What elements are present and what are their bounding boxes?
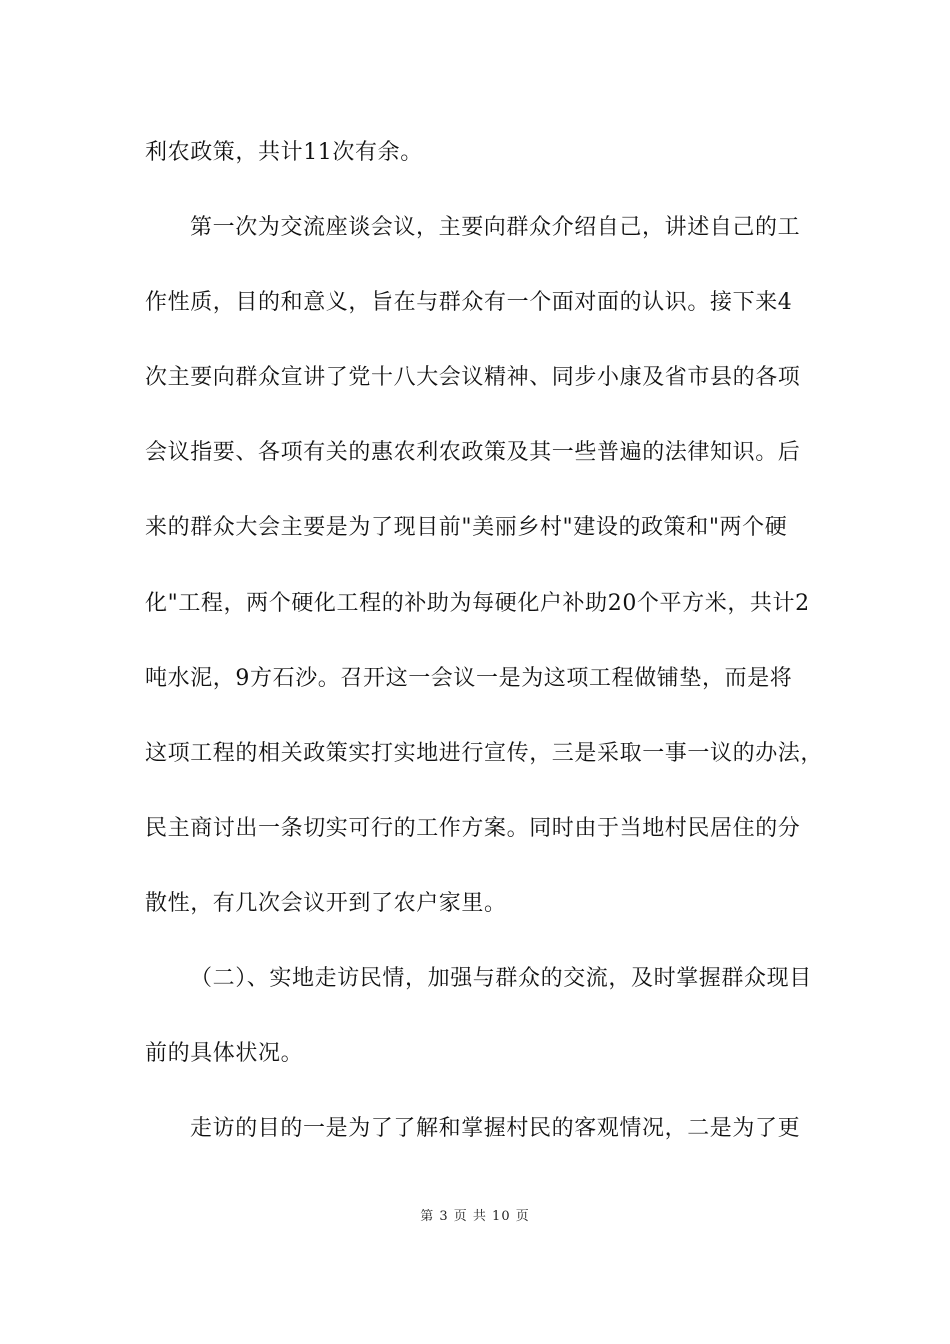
text-line: 作性质，目的和意义，旨在与群众有一个面对面的认识。接下来4 — [145, 290, 793, 315]
text-line: 民主商讨出一条切实可行的工作方案。同时由于当地村民居住的分 — [145, 816, 801, 841]
text-line: 会议指要、各项有关的惠农利农政策及其一些普遍的法律知识。后 — [145, 440, 801, 465]
text-line: 化"工程，两个硬化工程的补助为每硬化户补助20个平方米，共计2 — [145, 591, 810, 616]
section-heading-line: （二）、实地走访民情，加强与群众的交流，及时掌握群众现目 — [190, 966, 812, 991]
paragraph-first-line: 第一次为交流座谈会议，主要向群众介绍自己，讲述自己的工 — [190, 215, 801, 240]
text-line: 这项工程的相关政策实打实地进行宣传，三是采取一事一议的办法， — [145, 741, 824, 766]
section-heading-line: 前的具体状况。 — [145, 1041, 304, 1066]
text-line: 吨水泥，9方石沙。召开这一会议一是为这项工程做铺垫，而是将 — [145, 666, 793, 691]
text-line: 次主要向群众宣讲了党十八大会议精神、同步小康及省市县的各项 — [145, 365, 801, 390]
text-line: 散性，有几次会议开到了农户家里。 — [145, 891, 507, 916]
text-line: 来的群众大会主要是为了现目前"美丽乡村"建设的政策和"两个硬 — [145, 515, 788, 540]
paragraph-first-line: 走访的目的一是为了了解和掌握村民的客观情况，二是为了更 — [190, 1116, 801, 1141]
text-line: 利农政策，共计11次有余。 — [145, 140, 423, 165]
page-number-footer: 第 3 页 共 10 页 — [420, 1209, 530, 1224]
